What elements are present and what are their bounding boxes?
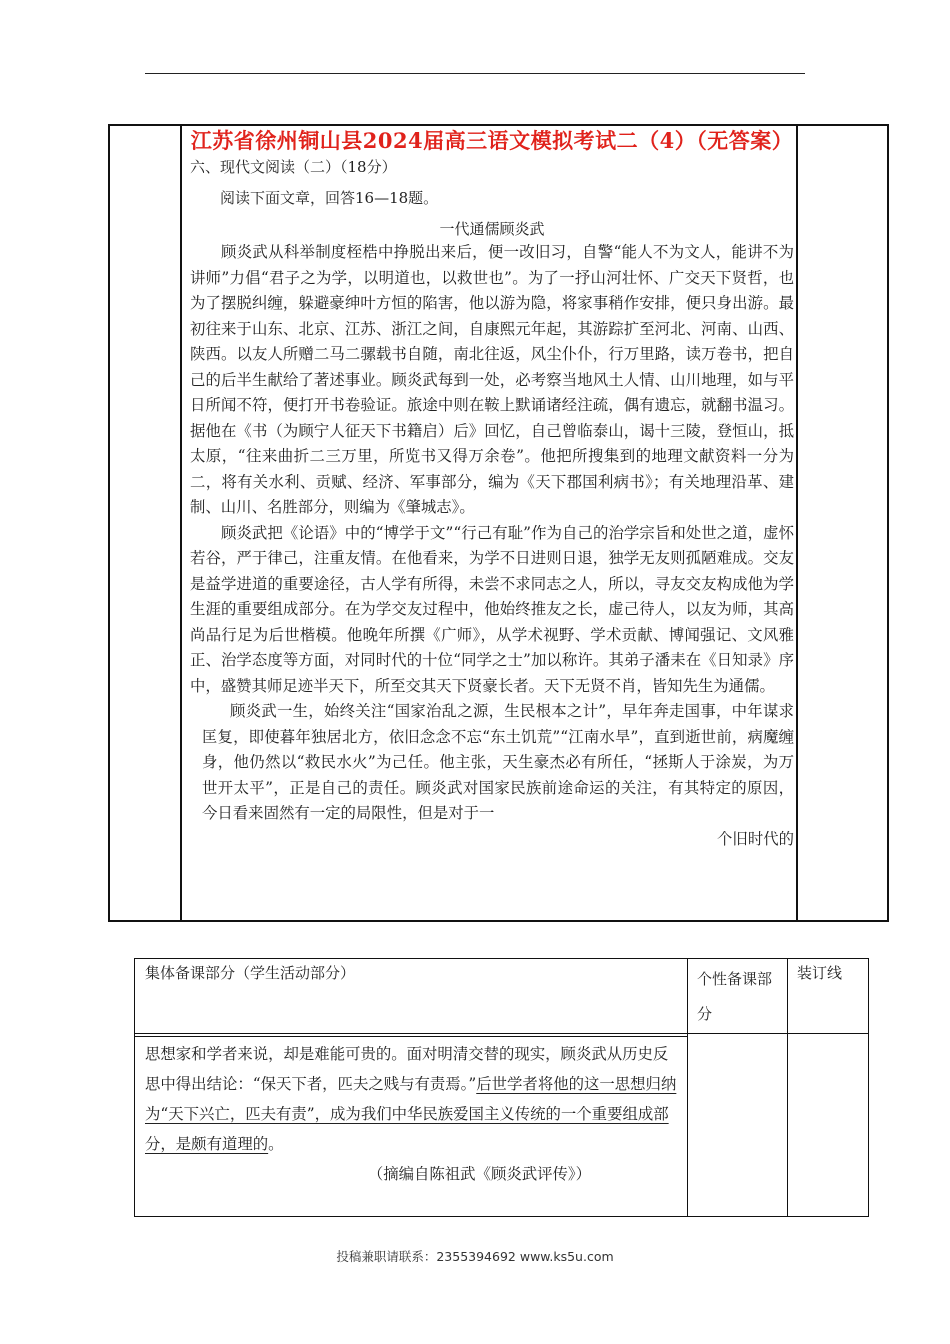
right-column-border xyxy=(796,126,798,920)
header-rule xyxy=(145,73,805,74)
lesson-prep-table xyxy=(134,958,869,1217)
header-divider xyxy=(135,1033,687,1034)
paragraph-3: 顾炎武一生，始终关注“国家治乱之源，生民根本之计”，早年奔走国事，中年谋求匡复，即使暮年独居北方，依旧念念不忘“东土饥荒”“江南水旱”，直到逝世前，病魔缠身，他仍然以“救民水火”为己任。他主张，天生豪杰必有所任，“拯斯人于涂炭，为万世开太平”，正是自己的责任。顾炎武对国家民族前途命运的关注，有其特定的原因，今日看来固然有一定的局限性，但是对于一 xyxy=(202,702,794,822)
column-divider xyxy=(787,959,788,1216)
underlined-text: 后世学者将他的这一思想归纳为“天下兴亡，匹夫有责”，成为我们中华民族爱国主义传统的一个重要组成部分，是颇有道理的 xyxy=(145,1075,677,1153)
article-title: 一代通儒顾炎武 xyxy=(439,220,545,238)
header-collective-prep: 集体备课部分（学生活动部分） xyxy=(145,964,356,982)
header-divider xyxy=(135,1036,687,1037)
instruction: 阅读下面文章，回答16—18题。 xyxy=(220,189,439,207)
header-divider xyxy=(687,1033,869,1034)
main-content xyxy=(190,126,794,852)
paragraph-1: 顾炎武从科举制度桎梏中挣脱出来后，便一改旧习，自警“能人不为文人，能讲不为讲师”力倡“君子之为学，以明道也，以救世也”。为了一抒山河壮怀、广交天下贤哲，也为了摆脱纠缠，躲避豪绅叶方恒的陷害，他以游为隐，将家事稍作安排，便只身出游。最初往来于山东、北京、江苏、浙江之间，自康熙元年起，其游踪扩至河北、河南、山西、陕西。以友人所赠二马二骡载书自随，南北往返，风尘仆仆，行万里路，读万卷书，把自己的后半生献给了著述事业。顾炎武每到一处，必考察当地风土人情、山川地理，如与平日所闻不符，便打开书卷验证。旅途中则在鞍上默诵诸经注疏，偶有遗忘，就翻书温习。据他在《书（为顾宁人征天下书籍启）后》回忆，自己曾临泰山，谒十三陵，登恒山，抵太原，“往来曲折二三万里，所览书又得万余卷”。他把所搜集到的地理文献资料一分为二，将有关水利、贡赋、经济、军事部分，编为《天下郡国利病书》；有关地理沿革、建制、山川、名胜部分，则编为《肇城志》。 xyxy=(190,243,794,516)
footer-contact: 投稿兼职请联系：2355394692 www.ks5u.com xyxy=(336,1249,614,1264)
column-divider xyxy=(687,959,688,1216)
source-citation: （摘编自陈祖武《顾炎武评传》） xyxy=(367,1165,591,1183)
body-text: 思想家和学者来说，却是难能可贵的。面对明清交替的现实，顾炎武从历史反思中得出结论：“保天下者，匹夫之贱与有责焉。” xyxy=(145,1045,669,1093)
left-column-border xyxy=(180,126,182,920)
section-heading: 六、现代文阅读（二）（18分） xyxy=(190,158,397,176)
body-end: 。 xyxy=(268,1135,284,1153)
document-title: 江苏省徐州铜山县2024届高三语文模拟考试二（4）（无答案） xyxy=(190,128,794,153)
header-personal-prep: 个性备课部分 xyxy=(697,970,773,1023)
continued-text xyxy=(145,1039,681,1189)
paragraph-tail: 个旧时代的 xyxy=(717,829,794,848)
header-binding-line: 装订线 xyxy=(797,964,843,982)
main-table xyxy=(108,124,889,922)
paragraph-2: 顾炎武把《论语》中的“博学于文”“行己有耻”作为自己的治学宗旨和处世之道，虚怀若谷，严于律己，注重友情。在他看来，为学不日进则日退，独学无友则孤陋难成。交友是益学进道的重要途径，古人学有所得，未尝不求同志之人，所以，寻友交友构成他为学生涯的重要组成部分。在为学交友过程中，他始终推友之长，虚己待人，以友为师，其高尚品行足为后世楷模。他晚年所撰《广师》，从学术视野、学术贡献、博闻强记、文风雅正、治学态度等方面，对同时代的十位“同学之士”加以称许。其弟子潘耒在《日知录》序中，盛赞其师足迹半天下，所至交其天下贤豪长者。天下无贤不肖，皆知先生为通儒。 xyxy=(190,523,794,695)
